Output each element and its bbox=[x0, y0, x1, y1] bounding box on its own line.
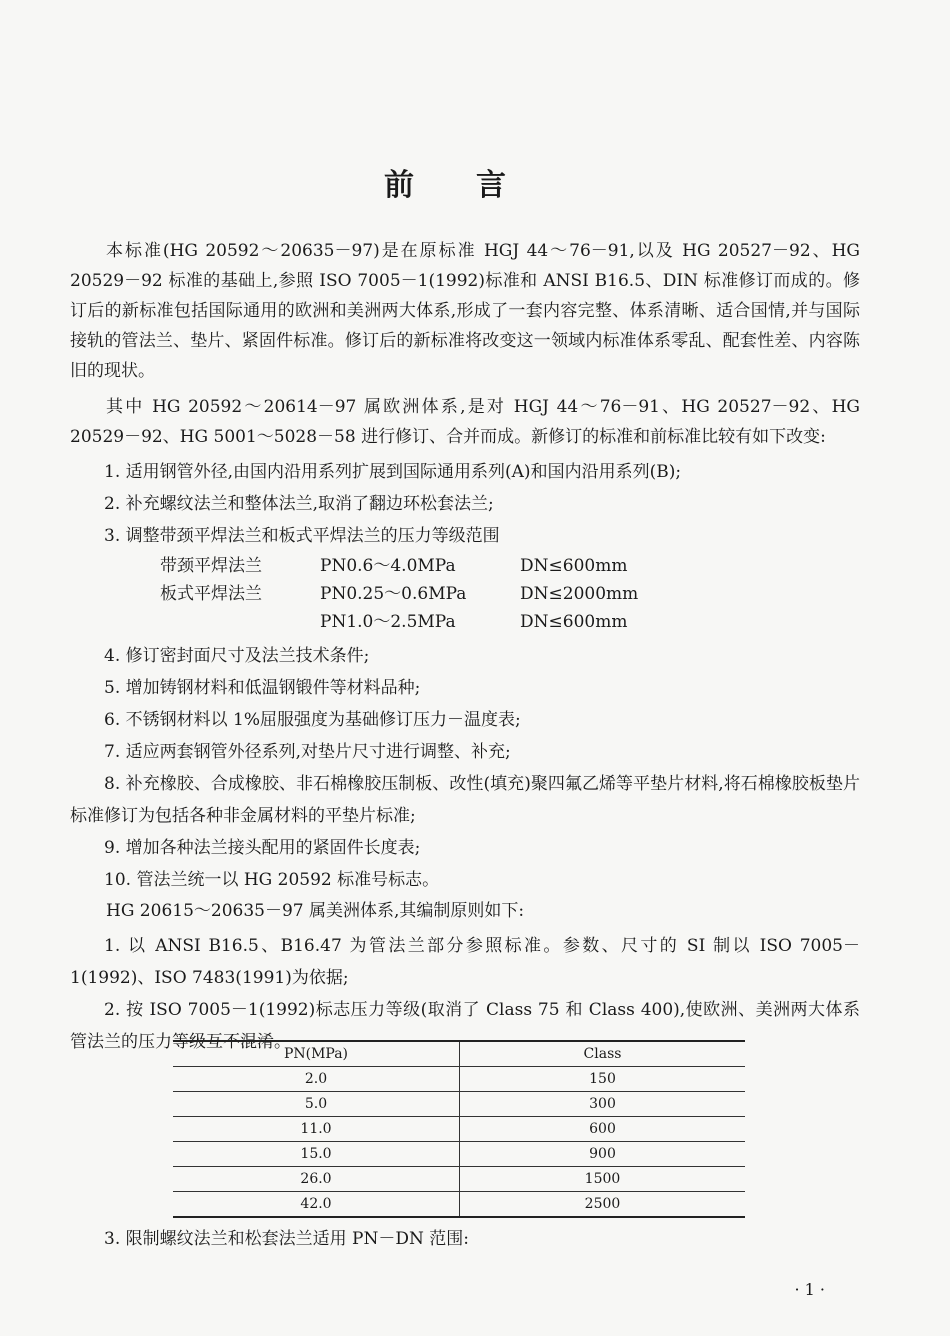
pn-class-table bbox=[173, 1040, 745, 1218]
dn-range: DN≤600mm bbox=[520, 556, 628, 576]
page-number: · 1 · bbox=[794, 1280, 825, 1299]
pn-cell: 15.0 bbox=[173, 1142, 460, 1167]
pressure-range-list bbox=[160, 552, 860, 636]
principle-list bbox=[70, 930, 860, 1058]
pressure-row bbox=[160, 580, 860, 608]
pn-range: PN0.6～4.0MPa bbox=[320, 556, 456, 576]
document-body bbox=[70, 236, 860, 1058]
list-item: 1. 适用钢管外径,由国内沿用系列扩展到国际通用系列(A)和国内沿用系列(B); bbox=[104, 462, 682, 482]
intro-paragraph: 本标准(HG 20592～20635－97)是在原标准 HGJ 44～76－91,以及 HG 20527－92、HG 20529－92 标准的基础上,参照 ISO 7005－1(1992)标准和 ANSI B16.5、DIN 标准修订而成的。修订后的新标准包括国际通用的欧洲和美洲两大体系,形成了一套内容完整、体系清晰、适合国情,并与国际接轨的管法兰、垫片、紧固件标准。修订后的新标准将改变这一领域内标准体系零乱、配套性差、内容陈旧的现状。 bbox=[70, 241, 860, 381]
dn-range: DN≤2000mm bbox=[520, 584, 639, 604]
flange-type bbox=[160, 608, 320, 636]
list-item: 6. 不锈钢材料以 1%屈服强度为基础修订压力－温度表; bbox=[104, 710, 521, 730]
column-header: PN(MPa) bbox=[173, 1041, 460, 1067]
pn-range: PN0.25～0.6MPa bbox=[320, 584, 467, 604]
class-cell: 300 bbox=[460, 1092, 746, 1117]
table-row bbox=[173, 1092, 745, 1117]
pn-cell: 26.0 bbox=[173, 1167, 460, 1192]
list-item: 2. 按 ISO 7005－1(1992)标志压力等级(取消了 Class 75 和 Class 400),使欧洲、美洲两大体系管法兰的压力等级互不混淆。 bbox=[70, 1000, 860, 1052]
european-system-paragraph: 其中 HG 20592～20614－97 属欧洲体系,是对 HGJ 44～76－91、HG 20527－92、HG 20529－92、HG 5001～5028－58 进行修订、合并而成。新修订的标准和前标准比较有如下改变: bbox=[70, 397, 860, 447]
pressure-row bbox=[160, 552, 860, 580]
list-item: 8. 补充橡胶、合成橡胶、非石棉橡胶压制板、改性(填充)聚四氟乙烯等平垫片材料,将石棉橡胶板垫片标准修订为包括各种非金属材料的平垫片标准; bbox=[70, 774, 860, 826]
table-row bbox=[173, 1142, 745, 1167]
pn-range: PN1.0～2.5MPa bbox=[320, 612, 456, 632]
flange-type: 带颈平焊法兰 bbox=[160, 556, 262, 576]
class-cell: 900 bbox=[460, 1142, 746, 1167]
table-row bbox=[173, 1192, 745, 1218]
list-item: 10. 管法兰统一以 HG 20592 标准号标志。 bbox=[104, 870, 440, 890]
pn-cell: 11.0 bbox=[173, 1117, 460, 1142]
change-list-continued bbox=[70, 640, 860, 896]
list-item: 2. 补充螺纹法兰和整体法兰,取消了翻边环松套法兰; bbox=[104, 494, 494, 514]
table-row bbox=[173, 1167, 745, 1192]
flange-type: 板式平焊法兰 bbox=[160, 584, 262, 604]
class-cell: 600 bbox=[460, 1117, 746, 1142]
page-title: 前言 bbox=[384, 168, 568, 203]
list-item: 7. 适应两套钢管外径系列,对垫片尺寸进行调整、补充; bbox=[104, 742, 511, 762]
change-list bbox=[70, 456, 860, 552]
pressure-row bbox=[160, 608, 860, 636]
list-item: 5. 增加铸钢材料和低温钢锻件等材料品种; bbox=[104, 678, 421, 698]
list-item: 3. 调整带颈平焊法兰和板式平焊法兰的压力等级范围 bbox=[104, 526, 500, 546]
dn-range: DN≤600mm bbox=[520, 612, 628, 632]
class-cell: 1500 bbox=[460, 1167, 746, 1192]
list-item: 9. 增加各种法兰接头配用的紧固件长度表; bbox=[104, 838, 421, 858]
table-row bbox=[173, 1117, 745, 1142]
class-cell: 150 bbox=[460, 1067, 746, 1092]
class-cell: 2500 bbox=[460, 1192, 746, 1218]
table-row bbox=[173, 1067, 745, 1092]
list-item: 4. 修订密封面尺寸及法兰技术条件; bbox=[104, 646, 370, 666]
list-item: 1. 以 ANSI B16.5、B16.47 为管法兰部分参照标准。参数、尺寸的 SI 制以 ISO 7005－1(1992)、ISO 7483(1991)为依据; bbox=[70, 936, 860, 988]
range-limit-item: 3. 限制螺纹法兰和松套法兰适用 PN－DN 范围: bbox=[104, 1229, 469, 1249]
pn-cell: 42.0 bbox=[173, 1192, 460, 1218]
pn-cell: 2.0 bbox=[173, 1067, 460, 1092]
table-header-row bbox=[173, 1041, 745, 1067]
column-header: Class bbox=[460, 1041, 746, 1067]
pn-cell: 5.0 bbox=[173, 1092, 460, 1117]
american-system-paragraph: HG 20615～20635－97 属美洲体系,其编制原则如下: bbox=[106, 901, 525, 921]
